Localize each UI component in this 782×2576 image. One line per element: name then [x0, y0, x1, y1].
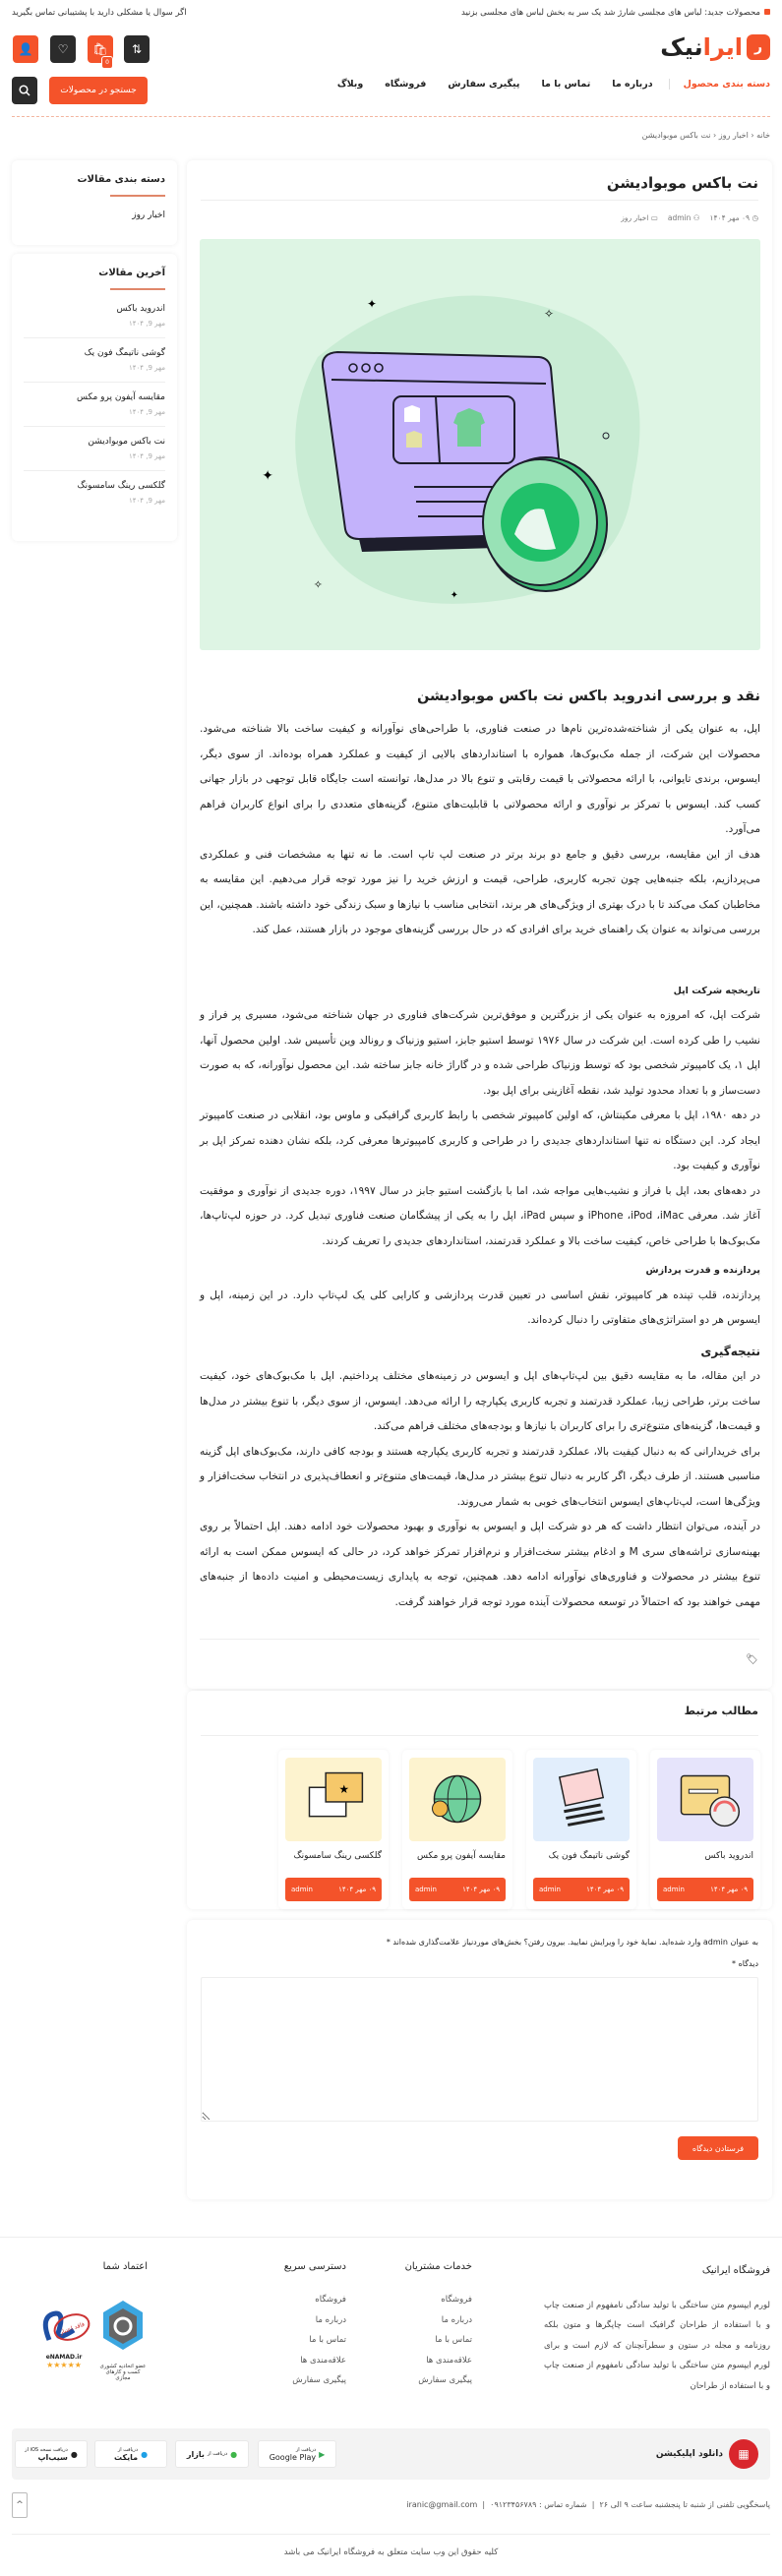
latest-post[interactable]	[24, 427, 165, 471]
footer-link[interactable]: پیگیری سفارش	[292, 2375, 346, 2385]
email-link[interactable]: iranic@gmail.com	[406, 2500, 478, 2509]
app-download-bar	[12, 2428, 770, 2480]
featured-image	[200, 239, 760, 650]
post-title: گوشی ناتیمگ فون یک	[84, 348, 165, 358]
post-title: گلکسی رینگ سامسونگ	[77, 481, 165, 491]
union-badge-text: عضو اتحادیه کشوری کسب و کارهای مجازی	[99, 2364, 147, 2381]
user-icon: ⚇	[691, 213, 700, 222]
related-post-meta	[285, 1878, 382, 1901]
paragraph: برای خریدارانی که به دنبال کیفیت بالا، عملکرد قدرتمند و تجربه کاربری یکپارچه هستند و بودجه کافی دارند، مک‌بوک‌های اپل گزینه مناسبی هستند. از طرف دیگر، اگر کاربر به دنبال تنوع بیشتر در مدل‌ها، قیمت‌های متنوع‌تر و انعطاف‌پذیری در انتخاب سخت‌افزار و ویژگی‌ها است، لپ‌تاپ‌های ایسوس انتخاب‌های خوبی به شمار می‌روند.	[200, 1445, 760, 1508]
nav-blog[interactable]: وبلاگ	[336, 79, 364, 90]
divider	[12, 2534, 770, 2535]
support-hours: پاسخگویی تلفنی از شنبه تا پنجشنبه ساعت ۹ الی ۲۶	[599, 2500, 770, 2509]
svg-text:★: ★	[338, 1782, 350, 1797]
article-categories-widget	[12, 160, 177, 245]
footer-link[interactable]: درباره ما	[441, 2314, 472, 2325]
footer-about	[544, 2261, 770, 2396]
widget-title: آخرین مقالات	[98, 268, 165, 278]
footer-link[interactable]: علاقه‌مندی ها	[300, 2355, 346, 2366]
footer-heading: دسترسی سریع	[283, 2261, 346, 2272]
post-date: مهر 9, ۱۴۰۴	[128, 497, 165, 505]
myket-icon: ●	[141, 2449, 149, 2459]
enamad-text: eNAMAD.ir	[45, 2354, 83, 2361]
footer-link[interactable]: تماس با ما	[435, 2335, 472, 2345]
logo-text-a: ایرا	[702, 33, 743, 61]
union-logo-icon	[101, 2299, 145, 2360]
post-date: مهر 9, ۱۴۰۴	[128, 408, 165, 416]
divider	[201, 1735, 758, 1736]
rating-stars-icon: ★★★★★	[46, 2361, 82, 2369]
nav-contact[interactable]: تماس با ما	[541, 79, 591, 90]
related-post-meta	[409, 1878, 506, 1901]
bag-icon: 🛍	[92, 42, 108, 56]
store-small: دریافت از	[207, 2451, 228, 2457]
post-date: ۰۹ مهر ۱۴۰۴	[338, 1886, 376, 1893]
related-post-meta	[533, 1878, 630, 1901]
store-small: دریافت از	[295, 2446, 317, 2453]
post-title: مقایسه آیفون پرو مکس	[77, 392, 165, 402]
article-meta	[621, 213, 758, 222]
latest-articles-widget	[12, 254, 177, 541]
announcement[interactable]: محصولات جدید: لباس های مجلسی شارژ شد یک سر به بخش لباس های مجلسی بزنید	[461, 8, 770, 24]
article-body	[200, 682, 760, 1615]
nav-shop[interactable]: فروشگاه	[385, 79, 427, 90]
post-title: نت باکس موبوادیشن	[88, 437, 165, 447]
paragraph: در دهه‌های بعد، اپل با فراز و نشیب‌هایی مواجه شد، اما با بازگشت استیو جابز در سال ۱۹۹۷، دوره جدیدی از نوآوری و موفقیت آغاز شد. معرفی iPhone ،iPod ،iMac و سپس iPad، اپل را به یکی از پیشگامان صنعت فناوری تبدیل کرد. در حوزه لپ‌تاپ‌ها، مک‌بوک‌ها با طراحی خاص، کیفیت ساخت بالا و عملکرد قدرتمند، استانداردهای جدیدی را تعریف کردند.	[200, 1184, 760, 1247]
latest-post[interactable]	[24, 383, 165, 427]
related-post-title: گوشی ناتیمگ فون یک	[548, 1851, 630, 1861]
tags-icon: 🏷	[746, 1654, 758, 1665]
footer-link[interactable]: درباره ما	[315, 2314, 346, 2325]
app-grid-icon: ▦	[729, 2439, 758, 2469]
nav-product-category[interactable]: دسته بندی محصول	[669, 79, 770, 90]
post-date: ۰۹ مهر ۱۴۰۴	[462, 1886, 500, 1893]
union-badge[interactable]	[98, 2299, 148, 2381]
footer-link[interactable]: تماس با ما	[309, 2335, 346, 2345]
title-underline	[110, 288, 165, 290]
article-title: نت باکس موبوادیشن	[606, 174, 758, 192]
meta-date: ◷ ۰۹ مهر ۱۴۰۴	[709, 213, 758, 222]
compare-icon: ⇅	[131, 42, 143, 56]
comment-label: دیدگاه *	[732, 1959, 758, 1968]
divider	[201, 200, 758, 201]
footer-services	[405, 2261, 472, 2391]
footer-heading: فروشگاه ایرانیک	[701, 2265, 770, 2276]
chevron-up-icon: ^	[16, 2500, 24, 2510]
post-author: admin	[415, 1886, 437, 1893]
cart-count: 0	[101, 56, 113, 69]
logo-text-b: نیک	[660, 33, 703, 61]
section-heading: تاریخچه شرکت اپل	[673, 985, 760, 996]
breadcrumb-category[interactable]: اخبار روز	[718, 131, 749, 140]
paragraph: در این مقاله، ما به مقایسه دقیق بین لپ‌تاپ‌های اپل و ایسوس در زمینه‌های مختلف پرداختیم. اپل با مک‌بوک‌های خود، کیفیت ساخت برتر، طراحی زیبا، عملکرد قدرتمند و تجربه کاربری یکپارچه را ارائه می‌دهد. ایسوس، از سوی دیگر، با تنوع بیشتر در مدل‌ها و قیمت‌ها، گزینه‌های متنوع‌تری را برای کاربران با نیازها و بودجه‌های مختلف فراهم می‌کند.	[200, 1370, 760, 1432]
footer-heading: خدمات مشتریان	[404, 2261, 472, 2272]
widget-title: دسته بندی مقالات	[77, 174, 165, 185]
post-author: admin	[539, 1886, 561, 1893]
post-author: admin	[291, 1886, 313, 1893]
phone-number[interactable]: شماره تماس : ۰۹۱۲۳۴۵۶۷۸۹	[490, 2500, 587, 2509]
post-author: admin	[663, 1886, 685, 1893]
svg-text:✦: ✦	[366, 297, 377, 311]
footer-trust	[103, 2261, 148, 2290]
store-name: بازار	[186, 2449, 205, 2459]
breadcrumb-current: نت باکس موبوادیشن	[641, 131, 711, 140]
paragraph: شرکت اپل، که امروزه به عنوان یکی از بزرگترین و موفق‌ترین شرکت‌های فناوری در جهان شناخته می‌شود، مسیری پر فراز و نشیب را طی کرده است. این شرکت در سال ۱۹۷۶ توسط استیو جابز، استیو وزنیاک و رونالد وین تأسیس شد. اولین محصول آنها، اپل ۱، یک کامپیوتر شخصی بود که توسط وزنیاک طراحی شده و در گاراژ خانه جابز ساخته شد. این محصول نوآورانه، که به صورت دست‌ساز و با تعداد محدود تولید شد، نقطه آغازینی برای اپل بود.	[200, 1009, 760, 1097]
nav-order-tracking[interactable]: پیگیری سفارش	[448, 79, 520, 90]
divider	[200, 1639, 759, 1640]
paragraph: پردازنده، قلب تپنده هر کامپیوتر، نقش اساسی در تعیین قدرت پردازشی و کارایی کلی یک لپ‌تاپ دارد. در این زمینه، اپل و ایسوس هر دو استراتژی‌های متفاوتی را دنبال کرده‌اند.	[200, 1288, 760, 1326]
article-heading: نقد و بررسی اندروید باکس نت باکس موبوادیشن	[416, 689, 760, 704]
user-icon: 👤	[18, 42, 33, 56]
svg-text:✦: ✦	[262, 468, 273, 484]
section-heading: نتیجه‌گیری	[700, 1344, 760, 1358]
related-post-card[interactable]	[278, 1750, 389, 1909]
footer-link[interactable]: علاقه‌مندی ها	[426, 2355, 472, 2366]
breadcrumb-home[interactable]: خانه	[756, 131, 770, 140]
footer-link[interactable]: فروشگاه	[441, 2295, 472, 2305]
footer	[0, 2237, 782, 2576]
footer-heading: اعتماد شما	[102, 2261, 148, 2272]
section-title: مطالب مرتبط	[684, 1705, 758, 1717]
post-date: مهر 9, ۱۴۰۴	[128, 320, 165, 328]
comment-form	[187, 1920, 772, 2199]
store-name: Google Play	[269, 2452, 317, 2462]
scroll-to-top-button[interactable]	[12, 2492, 28, 2518]
copyright: کلیه حقوق این وب سایت متعلق به فروشگاه ایرانیک می باشد	[283, 2547, 499, 2557]
related-post-image	[657, 1758, 753, 1841]
comment-textarea[interactable]	[201, 1977, 758, 2122]
related-post-title: گلکسی رینگ سامسونگ	[293, 1851, 382, 1861]
related-posts	[187, 1691, 772, 1909]
store-small: دریافت نسخه iOS از	[25, 2446, 68, 2453]
post-date: ۰۹ مهر ۱۴۰۴	[586, 1886, 624, 1893]
article	[187, 160, 772, 1689]
bazaar-bag-icon: ●	[230, 2449, 238, 2459]
title-underline	[110, 195, 165, 197]
content-column	[187, 160, 772, 2199]
paragraph: هدف از این مقایسه، بررسی دقیق و جامع دو برند برتر در صنعت لپ تاپ است. ما نه تنها به مشخصات فنی و عملکردی می‌پردازیم، بلکه جنبه‌هایی چون تجربه کاربری، طراحی، قیمت و ارزش خرید را نیز مورد توجه قرار می‌دهیم. این مقایسه به مخاطبان کمک می‌کند تا با درک بهتری از ویژگی‌های هر برند، انتخابی مناسب با نیازها و سبک زندگی خود داشته باشند. همچنین، این بررسی می‌تواند به عنوان یک راهنمای خرید برای افرادی که در حال بررسی گزینه‌های موجود در بازار هستند، عمل کند.	[200, 848, 760, 935]
related-post-card[interactable]	[526, 1750, 636, 1909]
latest-post[interactable]	[24, 294, 165, 338]
play-icon: ▶	[319, 2449, 326, 2459]
svg-text:✧: ✧	[543, 307, 554, 321]
related-post-image	[533, 1758, 630, 1841]
sibapp-button[interactable]	[15, 2440, 88, 2468]
meta-author[interactable]: ⚇ admin	[667, 213, 700, 222]
google-play-button[interactable]	[258, 2440, 336, 2468]
footer-divider	[0, 2237, 782, 2238]
related-post-meta	[657, 1878, 753, 1901]
meta-category[interactable]: ▭ اخبار روز	[621, 213, 658, 222]
footer-link[interactable]: پیگیری سفارش	[418, 2375, 472, 2385]
footer-about-text: لورم ایپسوم متن ساختگی با تولید سادگی نامفهوم از صنعت چاپ و با استفاده از طراحان گرافیک است چاپگرها و متون بلکه روزنامه و مجله در ستون و سطرآنچنان که لازم است و برای لورم ایپسوم متن ساختگی با تولید سادگی نامفهوم از صنعت چاپ و با استفاده از طراحان	[544, 2300, 770, 2391]
svg-text:✧: ✧	[313, 578, 323, 591]
latest-post[interactable]	[24, 471, 165, 514]
paragraph: در دهه ۱۹۸۰، اپل با معرفی مکینتاش، که اولین کامپیوتر شخصی با رابط کاربری گرافیکی و ماوس بود، انقلابی در صنعت کامپیوتر ایجاد کرد. این دستگاه نه تنها استانداردهای جدیدی را در طراحی و کاربری کامپیوترها معرفی کرد، بلکه نشان دهنده تمرکز اپل بر نوآوری و کیفیت بود.	[200, 1109, 760, 1171]
related-post-title: مقایسه آیفون پرو مکس	[417, 1851, 506, 1861]
bazaar-button[interactable]	[175, 2440, 249, 2468]
enamad-badge[interactable]	[34, 2306, 93, 2369]
clock-icon: ◷	[750, 213, 758, 222]
store-small: دریافت از	[117, 2446, 139, 2453]
section-heading: پردازنده و قدرت پردازش	[645, 1265, 760, 1276]
enamad-logo-icon	[34, 2306, 93, 2350]
related-post-image	[285, 1758, 382, 1841]
online-store-illustration	[200, 239, 760, 650]
post-date: ۰۹ مهر ۱۴۰۴	[710, 1886, 748, 1893]
folder-icon: ▭	[648, 213, 658, 222]
paragraph: در آینده، می‌توان انتظار داشت که هر دو شرکت اپل و ایسوس به نوآوری و بهبود محصولات خود ادامه دهند. اپل احتمالاً بر روی بهینه‌سازی تراشه‌های سری M و ادغام بیشتر سخت‌افزار و نرم‌افزار تمرکز خواهد کرد، در حالی که ایسوس ممکن است به ارائه تنوع بیشتر در محصولات و فناوری‌های نوآورانه ادامه دهد. همچنین، توجه به پایداری زیست‌محیطی و امنیت داده‌ها از جنبه‌های مهمی خواهند بود که احتمالاً در توسعه محصولات آینده مورد توجه قرار خواهند گرفت.	[200, 1521, 760, 1608]
related-post-image	[409, 1758, 506, 1841]
latest-post[interactable]	[24, 338, 165, 383]
post-date: مهر 9, ۱۴۰۴	[128, 364, 165, 372]
logged-in-notice: به عنوان admin وارد شده‌اید. نمایهٔ خود را ویرایش نمایید. بیرون رفتن؟ بخش‌های موردنیاز علامت‌گذاری شده‌اند *	[386, 1938, 758, 1947]
store-name: سیب‌اپ	[37, 2452, 68, 2462]
support-text: اگر سوال یا مشکلی دارید با پشتیبانی تماس بگیرید	[12, 8, 187, 18]
app-download-title: دانلود اپلیکیشن	[655, 2449, 723, 2459]
paragraph: اپل، به عنوان یکی از شناخته‌شده‌ترین نام‌ها در صنعت فناوری، با طراحی‌های نوآورانه و کیفیت ساخت بالا شناخته می‌شود. محصولات این شرکت، از جمله مک‌بوک‌ها، همواره با استانداردهای بالایی از کیفیت و عملکرد همراه بوده‌اند. از سوی دیگر، ایسوس، برندی تایوانی، با ارائه محصولاتی با قیمت رقابتی و تنوع بالا در مدل‌ها، توانسته است جایگاه قابل توجهی در بازار جهانی کسب کند. ایسوس با تمرکز بر نوآوری و ارائه محصولاتی با قابلیت‌های متنوع، گزینه‌های متعددی را برای انواع کاربران فراهم می‌آورد.	[200, 723, 760, 835]
submit-comment-button[interactable]: فرستادن دیدگاه	[678, 2136, 758, 2160]
store-name: مایکت	[113, 2452, 139, 2462]
myket-button[interactable]	[94, 2440, 167, 2468]
svg-text:✦: ✦	[450, 590, 458, 601]
post-title: اندروید باکس	[116, 304, 165, 314]
category-link[interactable]: اخبار روز	[132, 210, 165, 220]
breadcrumb: خانه ‹ اخبار روز ‹ نت باکس موبوادیشن	[641, 131, 770, 140]
post-date: مهر 9, ۱۴۰۴	[128, 452, 165, 460]
related-post-card[interactable]	[402, 1750, 512, 1909]
heart-icon: ♡	[57, 42, 69, 56]
footer-link[interactable]: فروشگاه	[315, 2295, 346, 2305]
sibapp-icon: ●	[70, 2449, 78, 2459]
nav-about[interactable]: درباره ما	[612, 79, 653, 90]
logo-mark-icon: ر	[747, 34, 770, 60]
contact-info: پاسخگویی تلفنی از شنبه تا پنجشنبه ساعت ۹ الی ۲۶ | شماره تماس : ۰۹۱۲۳۴۵۶۷۸۹ | iranic@gmail.com	[406, 2500, 770, 2509]
svg-text:فاقد اعتبار: فاقد اعتبار	[58, 2320, 87, 2337]
footer-quick-access	[284, 2261, 346, 2391]
related-post-title: اندروید باکس	[704, 1851, 753, 1861]
related-post-card[interactable]	[650, 1750, 760, 1909]
search-products-button[interactable]: جستجو در محصولات	[49, 77, 148, 104]
